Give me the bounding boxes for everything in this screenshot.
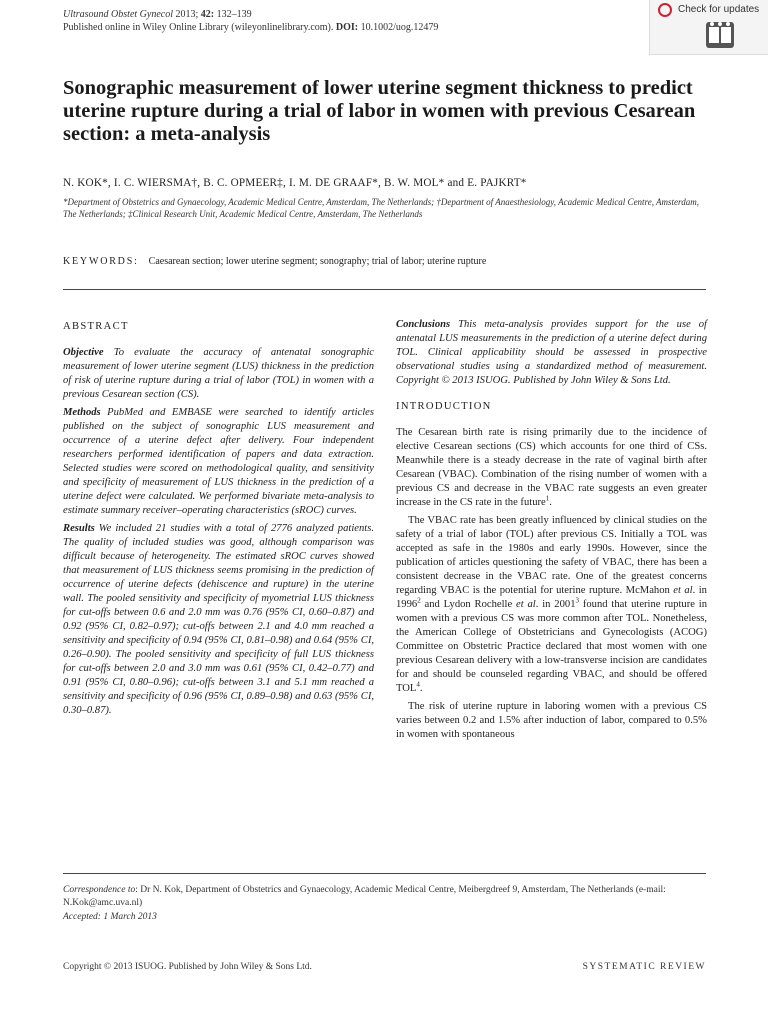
methods-label: Methods — [63, 407, 101, 418]
intro-p1-end: . — [549, 497, 552, 508]
header-divider — [63, 289, 706, 290]
open-book-icon — [700, 18, 740, 50]
journal-volume: 42: — [200, 9, 215, 20]
doi-label: DOI: — [335, 22, 359, 33]
conclusions-text: This meta-analysis provides support for the use of antenatal LUS measurements in the prediction of a uterine defect during TOL. Clinical applicability should be assessed in prospective observational studies using a standardized method of measurement. Copyright © 2013 ISUOG. Published by John Wiley & Sons Ltd. — [396, 319, 707, 386]
introduction-heading: INTRODUCTION — [396, 401, 492, 412]
footer-copyright: Copyright © 2013 ISUOG. Published by John Wiley & Sons Ltd. — [63, 962, 312, 972]
intro-paragraph-3: The risk of uterine rupture in laboring women with a previous CS varies between 0.2 and 1.5% after induction of labor, compared to 0.5% in women with spontaneous — [396, 701, 707, 740]
journal-year: 2013; — [173, 9, 201, 20]
methods-text: PubMed and EMBASE were searched to identify articles published on the subject of sonographic LUS measurement and occurrence of a uterine defect after delivery. Four independent researchers performed identification of papers and data extraction. Selected studies were scored on methodological quality, and sensitivity and specificity of measurement of LUS thickness in the prediction of a uterine defect were calculated. We performed bivariate meta-analysis to estimate summary receiver–operating characteristics (sROC) curves. — [63, 407, 374, 516]
keywords-list: Caesarean section; lower uterine segment; sonography; trial of labor; uterine rupture — [148, 256, 487, 267]
journal-header — [63, 8, 438, 34]
objective-label: Objective — [63, 347, 104, 358]
ref-2-link[interactable]: 2 — [417, 596, 421, 605]
abstract-objective — [63, 346, 374, 402]
abstract-heading: ABSTRACT — [63, 321, 129, 332]
intro-p2-a: The VBAC rate has been greatly influenced by clinical studies on the safety of a trial of labor (TOL) after previous CS. Initially a TOL was accepted as safe in the 1980s and early 1990s. However, since the publication of articles questioning the safety of VBAC, there has been a consistent decrease in the VBAC rate. One of the greatest concerns regarding VBAC is the potential for uterine rupture. McMahon — [396, 515, 707, 596]
intro-paragraph-1 — [396, 426, 707, 510]
journal-published — [63, 21, 438, 34]
intro-p2-c: and Lydon Rochelle — [420, 599, 517, 610]
check-for-updates-label: Check for updates — [678, 4, 760, 15]
etal-1: et al — [673, 585, 693, 596]
right-column — [396, 318, 707, 746]
intro-p2-f: . — [419, 683, 423, 694]
correspondence-line — [63, 884, 713, 909]
abstract-methods — [63, 406, 374, 518]
ref-3-link[interactable]: 3 — [575, 596, 579, 605]
results-label: Results — [63, 523, 95, 534]
keywords-line — [63, 256, 486, 267]
correspondence-footnote — [63, 884, 713, 924]
doi-link[interactable]: 10.1002/uog.12479 — [358, 22, 439, 33]
correspondence-label: Correspondence to — [63, 885, 136, 895]
accepted-date: Accepted: 1 March 2013 — [63, 912, 157, 922]
intro-p2-e: found that uterine rupture in women with a previous CS was more common after TOL. Nonetheless, the American College of Obstetricians and Gynecologists (ACOG) Committee on Obstetric Practice declared that most women with one previous Cesarean delivery with a low-transverse incision are candidates for and should be counseled regarding VBAC, and should be offered TOL — [396, 599, 707, 694]
intro-paragraph-2 — [396, 514, 707, 696]
intro-p2-d: . in 2001 — [535, 599, 576, 610]
article-title: Sonographic measurement of lower uterine segment thickness to predict uterine rupture during a trial of labor in women with previous Cesarean section: a meta-analysis — [63, 77, 696, 145]
ref-1-link[interactable]: 1 — [545, 494, 550, 503]
affiliations: *Department of Obstetrics and Gynaecology, Academic Medical Centre, Amsterdam, The Netherlands; †Department of Anaesthesiology, Academic Medical Centre, Amsterdam, The Netherlands; ‡Clinical Research Unit, Academic Medical Centre, Amsterdam, The Netherlands — [63, 197, 699, 219]
objective-text: To evaluate the accuracy of antenatal sonographic measurement of lower uterine segment (LUS) thickness in the prediction of risk of uterine rupture during a trial of labor (TOL) in women with a previous Cesarean section (CS). — [63, 347, 374, 400]
results-text: We included 21 studies with a total of 2776 analyzed patients. The quality of included studies was good, although comparison was difficult because of heterogeneity. The estimated sROC curves showed that measurement of LUS thickness seems promising in the prediction of occurrence of uterine defects (dehiscence and rupture) in the uterine wall. The pooled sensitivity and specificity of myometrial LUS thickness for cut-offs between 0.6 and 2.0 mm was 0.76 (95% CI, 0.60–0.87) and 0.92 (95% CI, 0.82–0.97); cut-offs between 2.1 and 4.0 mm reached a sensitivity and specificity of 0.94 (95% CI, 0.81–0.98) and 0.64 (95% CI, 0.26–0.90). The pooled sensitivity and specificity of full LUS thickness for cut-offs between 2.0 and 3.0 mm was 0.61 (95% CI, 0.42–0.77) and 0.91 (95% CI, 0.80–0.96); cut-offs between 3.1 and 5.1 mm reached a sensitivity and specificity of 0.96 (95% CI, 0.89–0.98) and 0.63 (95% CI, 0.30–0.87). — [63, 523, 374, 716]
footer-section-label: SYSTEMATIC REVIEW — [582, 962, 706, 972]
keywords-label: KEYWORDS: — [63, 256, 139, 267]
etal-2: et al — [516, 599, 536, 610]
abstract-column — [63, 318, 374, 722]
ref-4-link[interactable]: 4 — [416, 680, 420, 689]
journal-citation — [63, 8, 438, 21]
author-list: N. KOK*, I. C. WIERSMA†, B. C. OPMEER‡, I. M. DE GRAAF*, B. W. MOL* and E. PAJKRT* — [63, 177, 527, 189]
published-line: Published online in Wiley Online Library (wileyonlinelibrary.com). — [63, 22, 336, 33]
journal-name: Ultrasound Obstet Gynecol — [63, 9, 173, 20]
journal-pages: 132–139 — [214, 9, 252, 20]
conclusions-label: Conclusions — [396, 319, 451, 330]
footnote-divider — [63, 873, 706, 874]
intro-p1-text: The Cesarean birth rate is rising primarily due to the incidence of elective Cesarean sections (CS) which accounts for one third of CSs. Meanwhile there is a steady decrease in the rate of vaginal birth after Cesarean (VBAC). Combination of the rising number of women with a previous CS and decrease in the VBAC rate suggests an even greater increase in the CS rate in the future — [396, 427, 707, 508]
updates-icon — [658, 3, 672, 17]
abstract-results — [63, 522, 374, 718]
check-for-updates-button[interactable] — [649, 0, 768, 55]
abstract-conclusions — [396, 318, 707, 388]
intro-p2-b: . in 1996 — [396, 585, 707, 610]
correspondence-text: : Dr N. Kok, Department of Obstetrics and Gynaecology, Academic Medical Centre, Meibergdreef 9, Amsterdam, The Netherlands (e-mail: N.Kok@amc.uva.nl) — [63, 885, 666, 908]
